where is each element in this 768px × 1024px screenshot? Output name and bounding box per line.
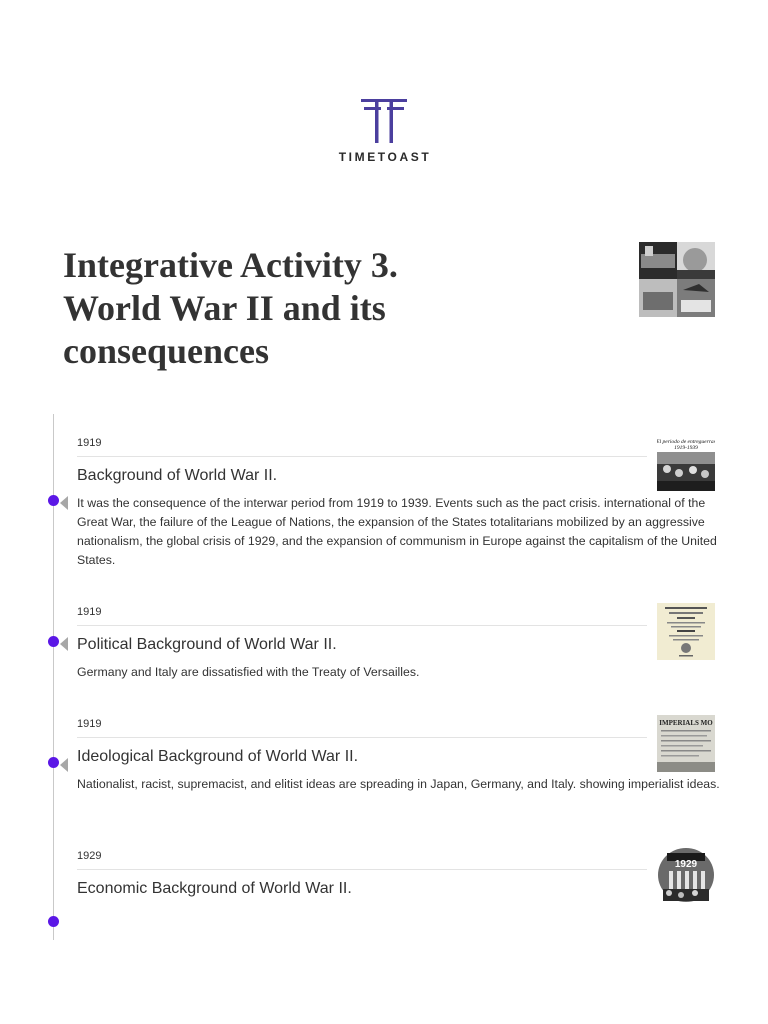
- event-title: Economic Background of World War II.: [77, 880, 352, 897]
- timetoast-logo-icon: [360, 96, 408, 144]
- timeline-dot: [48, 916, 59, 927]
- event-thumbnail[interactable]: [657, 715, 715, 771]
- timeline-event[interactable]: [77, 850, 721, 899]
- event-date: 1929: [77, 850, 102, 862]
- brand-name: TIMETOAST: [338, 150, 432, 164]
- svg-text:IMPERIALS MO: IMPERIALS MO: [659, 719, 713, 727]
- timeline-line: [53, 414, 54, 940]
- timeline-event[interactable]: [77, 437, 721, 570]
- event-divider: [77, 625, 647, 626]
- timeline-dot: [48, 636, 59, 647]
- page-title: Integrative Activity 3. World War II and its consequences: [63, 245, 398, 371]
- event-date: 1919: [77, 437, 102, 449]
- event-thumbnail[interactable]: [657, 847, 715, 903]
- timeline-dot: [48, 495, 59, 506]
- event-thumbnail[interactable]: [657, 603, 715, 659]
- event-divider: [77, 737, 647, 738]
- timeline-pointer-icon: [60, 637, 68, 651]
- svg-text:1919-1939: 1919-1939: [674, 445, 698, 451]
- event-description: It was the consequence of the interwar period from 1919 to 1939. Events such as the pact crisis. international of the Great War, the failure of the League of Nations, the expansion of the States totalitarians mobilized by an aggressive nationalism, the global crisis of 1929, and the expansion of communism in Europe against the capitalism of the United States.: [77, 496, 717, 567]
- timeline-dot: [48, 757, 59, 768]
- event-title: Background of World War II.: [77, 467, 278, 484]
- timeline-pointer-icon: [60, 758, 68, 772]
- timeline-event[interactable]: [77, 606, 721, 682]
- title-collage-image: [639, 242, 715, 317]
- event-title: Ideological Background of World War II.: [77, 748, 359, 765]
- event-date: 1919: [77, 606, 102, 618]
- event-divider: [77, 869, 647, 870]
- event-divider: [77, 456, 647, 457]
- timeline-event[interactable]: [77, 718, 721, 794]
- svg-text:1929: 1929: [674, 859, 698, 870]
- timetoast-logo[interactable]: [0, 96, 768, 164]
- event-title: Political Background of World War II.: [77, 636, 337, 653]
- svg-text:El periodo de entreguerras: El periodo de entreguerras: [657, 439, 715, 445]
- event-description: Germany and Italy are dissatisfied with the Treaty of Versailles.: [77, 665, 420, 679]
- event-thumbnail[interactable]: [657, 435, 715, 491]
- event-date: 1919: [77, 718, 102, 730]
- timeline-pointer-icon: [60, 496, 68, 510]
- event-description: Nationalist, racist, supremacist, and elitist ideas are spreading in Japan, Germany, and Italy. showing imperialist ideas.: [77, 777, 720, 791]
